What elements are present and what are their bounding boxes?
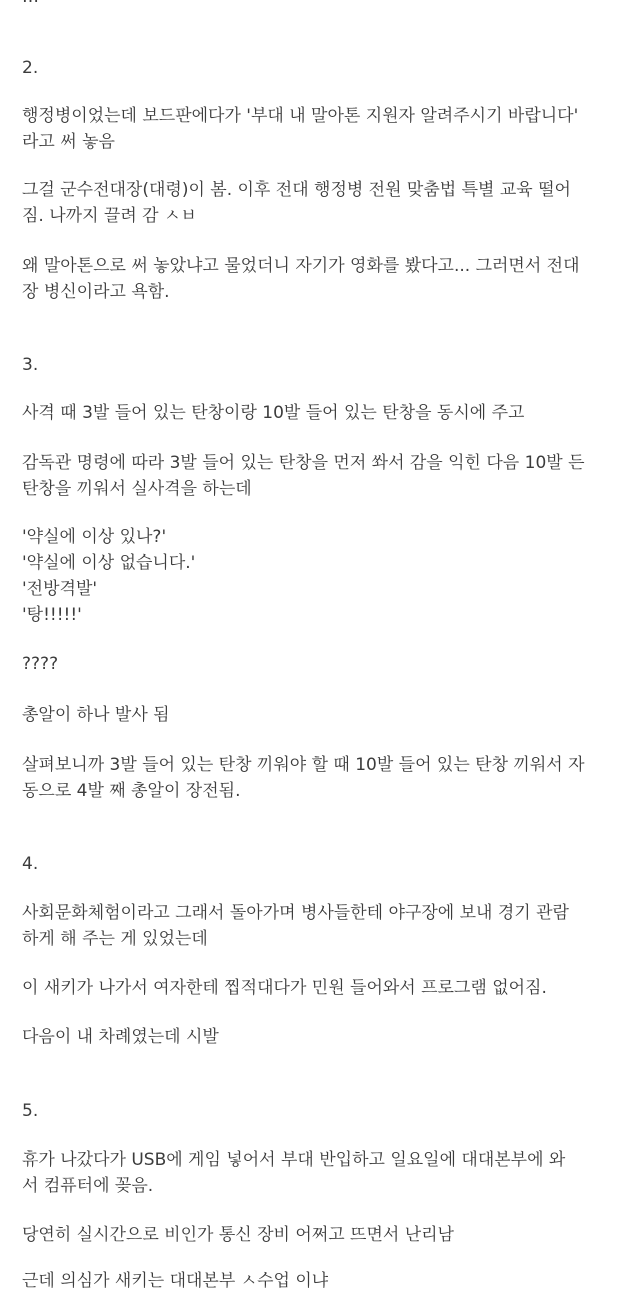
paragraph-line: '탕!!!!!' (22, 605, 82, 625)
paragraph-line: 살펴보니까 3발 들어 있는 탄창 끼워야 할 때 10발 들어 있는 탄창 끼워서 자 (22, 755, 585, 775)
section-number: 4. (22, 854, 39, 874)
paragraph-line: 사격 때 3발 들어 있는 탄창이랑 10발 들어 있는 탄창을 동시에 주고 (22, 403, 525, 423)
paragraph-line: 장 병신이라고 욕함. (22, 282, 170, 302)
top-cutoff-text (22, 0, 39, 10)
paragraph-line: '약실에 이상 없습니다.' (22, 553, 196, 573)
paragraph-line: 동으로 4발 째 총알이 장전됨. (22, 781, 241, 801)
paragraph-line: 총알이 하나 발사 됨 (22, 705, 170, 725)
section-number: 2. (22, 58, 39, 78)
paragraph-line: 그걸 군수전대장(대령)이 봄. 이후 전대 행정병 전원 맞춤법 특별 교육 떨어 (22, 180, 571, 200)
paragraph-line: 왜 말아톤으로 써 놓았냐고 물었더니 자기가 영화를 봤다고... 그러면서 전대 (22, 256, 580, 276)
paragraph-line: 다음이 내 차례였는데 시발 (22, 1027, 219, 1047)
paragraph-line: 라고 써 놓음 (22, 132, 115, 152)
paragraph-line: 근데 의심가 새키는 대대본부 ㅅ수업 이냐 (22, 1271, 329, 1291)
paragraph-line: 휴가 나갔다가 USB에 게임 넣어서 부대 반입하고 일요일에 대대본부에 와 (22, 1150, 566, 1170)
paragraph-line: ???? (22, 654, 59, 674)
paragraph-line: 사회문화체험이라고 그래서 돌아가며 병사들한테 야구장에 보내 경기 관람 (22, 903, 569, 923)
paragraph-line: 짐. 나까지 끌려 감 ㅅㅂ (22, 206, 197, 226)
paragraph-line: 감독관 명령에 따라 3발 들어 있는 탄창을 먼저 쏴서 감을 익힌 다음 10발 든 (22, 453, 585, 473)
paragraph-line: '약실에 이상 있나?' (22, 527, 167, 547)
paragraph-line: 이 새키가 나가서 여자한테 찝적대다가 민원 들어와서 프로그램 없어짐. (22, 978, 547, 998)
section-number: 5. (22, 1101, 39, 1121)
paragraph-line: 탄창을 끼워서 실사격을 하는데 (22, 479, 252, 499)
paragraph-line: 하게 해 주는 게 있었는데 (22, 929, 208, 949)
paragraph-line: 행정병이었는데 보드판에다가 '부대 내 말아톤 지원자 알려주시기 바랍니다' (22, 106, 579, 126)
section-number: 3. (22, 355, 39, 375)
paragraph-line: '전방격발' (22, 579, 98, 599)
paragraph-line: 서 컴퓨터에 꽂음. (22, 1176, 154, 1196)
paragraph-line: 당연히 실시간으로 비인가 통신 장비 어쩌고 뜨면서 난리남 (22, 1225, 454, 1245)
